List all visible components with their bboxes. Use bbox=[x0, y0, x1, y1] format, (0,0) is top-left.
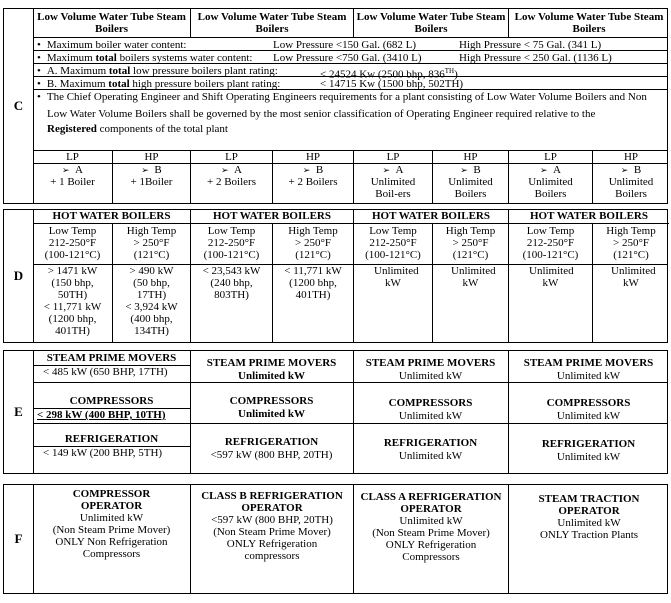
rating-line: 50TH) bbox=[57, 289, 88, 301]
rating-line: < 23,543 kW bbox=[202, 265, 261, 277]
compressors-value: Unlimited kW bbox=[398, 410, 463, 422]
boiler-count: + 2 Boilers bbox=[207, 176, 256, 188]
steam-prime-movers-title: STEAM PRIME MOVERS bbox=[46, 352, 177, 364]
refrigeration-value: Unlimited kW bbox=[556, 451, 621, 463]
pressure-cell: LP bbox=[66, 151, 79, 163]
operator-line: ONLY Non Refrigeration bbox=[55, 536, 168, 548]
temp-label: High Temp bbox=[126, 225, 177, 237]
low-temp-cell bbox=[508, 224, 592, 264]
rating-line: 401TH) bbox=[55, 325, 90, 337]
operator-line: Unlimited kW bbox=[557, 517, 621, 529]
steam-prime-movers-title: STEAM PRIME MOVERS bbox=[206, 357, 337, 369]
boiler-count-row bbox=[33, 163, 667, 204]
temp-range-c: (100-121°C) bbox=[522, 249, 579, 261]
boiler-letter: B bbox=[633, 164, 642, 176]
row-label-bold: total bbox=[108, 78, 130, 90]
high-temp-cell bbox=[272, 224, 353, 264]
hot-water-header: HOT WATER BOILERS bbox=[508, 210, 669, 224]
temp-row bbox=[33, 224, 667, 265]
compressor-operator-cell bbox=[33, 488, 190, 560]
operator-line: (Non Steam Prime Mover) bbox=[372, 527, 490, 539]
temp-range: 212-250°F bbox=[526, 237, 575, 249]
row-label-pre: A. Maximum bbox=[46, 65, 109, 77]
boiler-count: Unlimited Boil-ers bbox=[370, 176, 416, 200]
arrow-icon: ➢ bbox=[221, 165, 229, 175]
refrigeration-title: REFRIGERATION bbox=[64, 433, 159, 445]
temp-range: > 250°F bbox=[133, 237, 170, 249]
rating-line: < 11,771 kW bbox=[43, 301, 102, 313]
temp-label: High Temp bbox=[445, 225, 496, 237]
boiler-letter: A bbox=[395, 164, 404, 176]
hot-water-header: HOT WATER BOILERS bbox=[190, 210, 353, 224]
arrow-icon: ➢ bbox=[141, 165, 149, 175]
steam-value: Unlimited kW bbox=[556, 370, 621, 382]
rating-cell: Unlimited kW bbox=[353, 264, 432, 342]
rating-line: < 3,924 kW bbox=[125, 301, 178, 313]
row-label-post: high pressure boilers plant rating: bbox=[129, 78, 281, 90]
section-e-grid bbox=[33, 351, 667, 473]
rating-cell bbox=[112, 264, 190, 342]
operator-line: ONLY Refrigeration bbox=[385, 539, 477, 551]
row-value: < 14715 Kw (1500 bhp, 502TH) bbox=[320, 78, 464, 90]
row-hp-value: High Pressure < 250 Gal. (1136 L) bbox=[459, 52, 612, 64]
refrigeration-value: Unlimited kW bbox=[398, 450, 463, 462]
refrigeration-title: REFRIGERATION bbox=[383, 437, 478, 449]
steam-prime-movers-title: STEAM PRIME MOVERS bbox=[365, 357, 496, 369]
compressors-title: COMPRESSORS bbox=[546, 397, 631, 409]
paragraph-line: The Chief Operating Engineer and Shift Operating Engineers requirements for a plant consisting of Low Water Volume Boilers and Non bbox=[46, 91, 647, 103]
section-letter-c: C bbox=[4, 9, 34, 203]
rating-cell: Unlimited kW bbox=[592, 264, 669, 342]
steam-prime-movers-title: STEAM PRIME MOVERS bbox=[523, 357, 654, 369]
lp-plant-rating-row bbox=[33, 63, 667, 81]
boiler-cell bbox=[33, 164, 112, 188]
header-cell: Low Volume Water Tube Steam Boilers bbox=[353, 9, 508, 37]
boiler-cell bbox=[190, 164, 272, 204]
class-b-refrigeration-cell bbox=[190, 485, 353, 593]
boiler-cell bbox=[353, 164, 432, 204]
arrow-icon: ➢ bbox=[382, 165, 391, 175]
temp-label: Low Temp bbox=[48, 225, 97, 237]
temp-range-c: (100-121°C) bbox=[203, 249, 260, 261]
class-a-refrigeration-cell bbox=[353, 485, 508, 593]
row-hp-value: High Pressure < 75 Gal. (341 L) bbox=[459, 39, 602, 51]
steam-value: Unlimited kW bbox=[238, 370, 305, 382]
steam-traction-cell bbox=[508, 485, 669, 593]
section-c bbox=[3, 8, 668, 204]
hp-plant-rating-row bbox=[33, 76, 667, 89]
temp-range-c: (121°C) bbox=[452, 249, 489, 261]
temp-range: > 250°F bbox=[295, 237, 331, 249]
temp-label: Low Temp bbox=[526, 225, 575, 237]
row-divider bbox=[33, 382, 667, 383]
operator-title: STEAM TRACTION bbox=[538, 493, 640, 505]
operator-title: OPERATOR bbox=[80, 500, 143, 512]
temp-range: 212-250°F bbox=[369, 237, 417, 249]
operator-line: Compressors bbox=[82, 548, 141, 560]
temp-range: 212-250°F bbox=[207, 237, 256, 249]
pressure-cell: HP bbox=[112, 151, 190, 204]
rating-end: ) bbox=[454, 68, 458, 81]
rating-cell bbox=[190, 264, 272, 342]
operator-title: OPERATOR bbox=[241, 502, 303, 514]
row-label-pre: B. Maximum bbox=[46, 78, 109, 90]
refrigeration-title: REFRIGERATION bbox=[224, 436, 319, 448]
boiler-count: + 1Boiler bbox=[130, 176, 173, 188]
operator-line: Unlimited kW bbox=[79, 512, 144, 524]
hot-water-header: HOT WATER BOILERS bbox=[353, 210, 508, 224]
pressure-cell: LP bbox=[508, 151, 592, 204]
pressure-row bbox=[33, 150, 667, 164]
boiler-cell bbox=[432, 164, 508, 204]
arrow-icon: ➢ bbox=[540, 165, 548, 175]
rating-line: (400 bhp, bbox=[130, 313, 173, 325]
rating-cell: Unlimited kW bbox=[508, 264, 592, 342]
high-temp-cell bbox=[432, 224, 508, 264]
compressors-limit: < 298 kW (400 BHP, 10TH) bbox=[37, 409, 166, 421]
rating-row bbox=[33, 264, 667, 342]
rating-sup: TH bbox=[444, 67, 455, 75]
boiler-count: Unlimited Boilers bbox=[448, 176, 493, 200]
high-temp-cell bbox=[592, 224, 669, 264]
operator-line: (Non Steam Prime Mover) bbox=[213, 526, 331, 538]
rating-line: 134TH) bbox=[134, 325, 169, 337]
arrow-icon: ➢ bbox=[62, 165, 70, 175]
paragraph-line-2 bbox=[37, 107, 663, 137]
boiler-count: + 1 Boiler bbox=[50, 176, 95, 188]
rating-line: (150 bhp, bbox=[51, 277, 94, 289]
temp-label: High Temp bbox=[606, 225, 656, 237]
boiler-count: Unlimited Boilers bbox=[528, 176, 573, 200]
arrow-icon: ➢ bbox=[460, 165, 468, 175]
section-letter-e: E bbox=[4, 351, 34, 473]
boiler-letter: A bbox=[75, 164, 83, 176]
boiler-cell bbox=[592, 164, 669, 204]
section-e bbox=[3, 350, 668, 474]
compressors-title: COMPRESSORS bbox=[69, 395, 154, 407]
paragraph-line: Low Water Volume Boilers shall be governed by the most senior classification of Operating Engineer required relative to the bbox=[47, 108, 596, 120]
paragraph-line: components of the total plant bbox=[96, 123, 228, 135]
rating-cell bbox=[272, 264, 353, 342]
temp-range: > 250°F bbox=[613, 237, 649, 249]
boiler-count: + 2 Boilers bbox=[288, 176, 338, 188]
refrigeration-second-value: <597 kW (800 BHP, 20TH) bbox=[210, 449, 333, 461]
row-label-bold: total bbox=[95, 52, 117, 64]
rating-line: 17TH) bbox=[136, 289, 167, 301]
section-d-grid bbox=[33, 210, 667, 342]
hot-water-header: HOT WATER BOILERS bbox=[33, 210, 190, 224]
temp-label: High Temp bbox=[288, 225, 338, 237]
temp-label: Low Temp bbox=[207, 225, 256, 237]
pressure-cell: HP bbox=[432, 151, 508, 204]
row-lp-value: Low Pressure <150 Gal. (682 L) bbox=[273, 39, 417, 51]
compressors-first-value bbox=[33, 408, 190, 421]
refrigeration-first-value: < 149 kW (200 BHP, 5TH) bbox=[33, 446, 190, 459]
temp-label: Low Temp bbox=[369, 225, 417, 237]
operator-title: OPERATOR bbox=[400, 503, 462, 515]
temp-range-c: (100-121°C) bbox=[44, 249, 101, 261]
boiler-letter: A bbox=[234, 164, 242, 176]
row-lp-value: Low Pressure <750 Gal. (3410 L) bbox=[273, 52, 422, 64]
paragraph-bold: Registered bbox=[47, 123, 97, 135]
operator-line: Compressors bbox=[402, 551, 460, 563]
operator-line: <597 kW (800 BHP, 20TH) bbox=[211, 514, 333, 526]
row-label-post: boilers systems water content: bbox=[116, 52, 253, 64]
temp-range-c: (121°C) bbox=[133, 249, 170, 261]
section-d bbox=[3, 209, 668, 343]
boiler-letter: B bbox=[473, 164, 481, 176]
row-label-pre: Maximum bbox=[46, 52, 96, 64]
rating-line: (240 bhp, bbox=[210, 277, 253, 289]
row-divider bbox=[33, 423, 667, 424]
boiler-letter: B bbox=[154, 164, 162, 176]
low-temp-cell bbox=[190, 224, 272, 264]
temp-range-c: (100-121°C) bbox=[365, 249, 421, 261]
high-temp-cell bbox=[112, 224, 190, 264]
operator-title: CLASS A REFRIGERATION bbox=[360, 491, 502, 503]
section-letter-f: F bbox=[4, 485, 34, 593]
compressors-title: COMPRESSORS bbox=[229, 395, 314, 407]
boiler-cell bbox=[508, 164, 592, 204]
system-water-content-row bbox=[33, 50, 667, 63]
operator-requirements-paragraph bbox=[33, 89, 667, 150]
operator-line: ONLY Refrigeration bbox=[226, 538, 318, 550]
temp-range: > 250°F bbox=[452, 237, 489, 249]
low-temp-cell bbox=[353, 224, 432, 264]
section-f bbox=[3, 484, 668, 594]
temp-range-c: (121°C) bbox=[295, 249, 331, 261]
temp-range-c: (121°C) bbox=[613, 249, 649, 261]
pressure-cell: LP bbox=[353, 151, 432, 204]
row-label: Maximum boiler water content: bbox=[46, 39, 187, 51]
boiler-count: Unlimited Boilers bbox=[608, 176, 654, 200]
rating-line: > 490 kW bbox=[129, 265, 174, 277]
section-f-grid bbox=[33, 485, 667, 593]
section-letter-d: D bbox=[4, 210, 34, 342]
operator-title: COMPRESSOR bbox=[72, 488, 151, 500]
rating-line: 401TH) bbox=[295, 289, 331, 301]
boiler-letter: B bbox=[315, 164, 324, 176]
header-cell: Low Volume Water Tube Steam Boilers bbox=[190, 9, 353, 37]
refrigeration-title: REFRIGERATION bbox=[541, 438, 636, 450]
arrow-icon: ➢ bbox=[302, 165, 311, 175]
compressors-value: Unlimited kW bbox=[556, 410, 621, 422]
rating-cell bbox=[33, 265, 112, 337]
rating-line: < 11,771 kW bbox=[284, 265, 342, 277]
arrow-icon: ➢ bbox=[620, 165, 629, 175]
header-cell: Low Volume Water Tube Steam Boilers bbox=[37, 11, 186, 35]
rating-value: < 24524 Kw (2500 bhp, 836 bbox=[320, 68, 445, 81]
pressure-cell: HP bbox=[272, 151, 353, 204]
boiler-letter: A bbox=[553, 164, 561, 176]
compressors-value: Unlimited kW bbox=[238, 408, 305, 420]
steam-value: Unlimited kW bbox=[398, 370, 463, 382]
low-temp-cell bbox=[33, 225, 112, 261]
rating-line: (1200 bhp, bbox=[289, 277, 337, 289]
rating-line: (50 bhp, bbox=[133, 277, 170, 289]
pressure-cell: HP bbox=[592, 151, 669, 204]
operator-line: ONLY Traction Plants bbox=[539, 529, 639, 541]
temp-range: 212-250°F bbox=[48, 237, 97, 249]
pressure-cell: LP bbox=[190, 151, 272, 204]
operator-title: CLASS B REFRIGERATION bbox=[201, 490, 343, 502]
rating-line: (1200 bhp, bbox=[48, 313, 97, 325]
boiler-water-content-row bbox=[33, 37, 667, 50]
row-label-post: low pressure boilers plant rating: bbox=[130, 65, 278, 77]
section-c-grid bbox=[33, 9, 667, 203]
operator-line: Unlimited kW bbox=[399, 515, 463, 527]
compressors-title: COMPRESSORS bbox=[388, 397, 473, 409]
steam-first-value: < 485 kW (650 BHP, 17TH) bbox=[33, 365, 190, 378]
boiler-cell bbox=[272, 164, 353, 204]
header-cell: Low Volume Water Tube Steam Boilers bbox=[508, 9, 669, 37]
operator-line: (Non Steam Prime Mover) bbox=[52, 524, 171, 536]
boiler-cell bbox=[112, 164, 190, 204]
rating-cell: Unlimited kW bbox=[432, 264, 508, 342]
operator-line: compressors bbox=[244, 550, 300, 562]
row-label-bold: total bbox=[108, 65, 131, 77]
rating-line: > 1471 kW bbox=[47, 265, 98, 277]
rating-line: 803TH) bbox=[214, 289, 249, 301]
operator-title: OPERATOR bbox=[558, 505, 620, 517]
